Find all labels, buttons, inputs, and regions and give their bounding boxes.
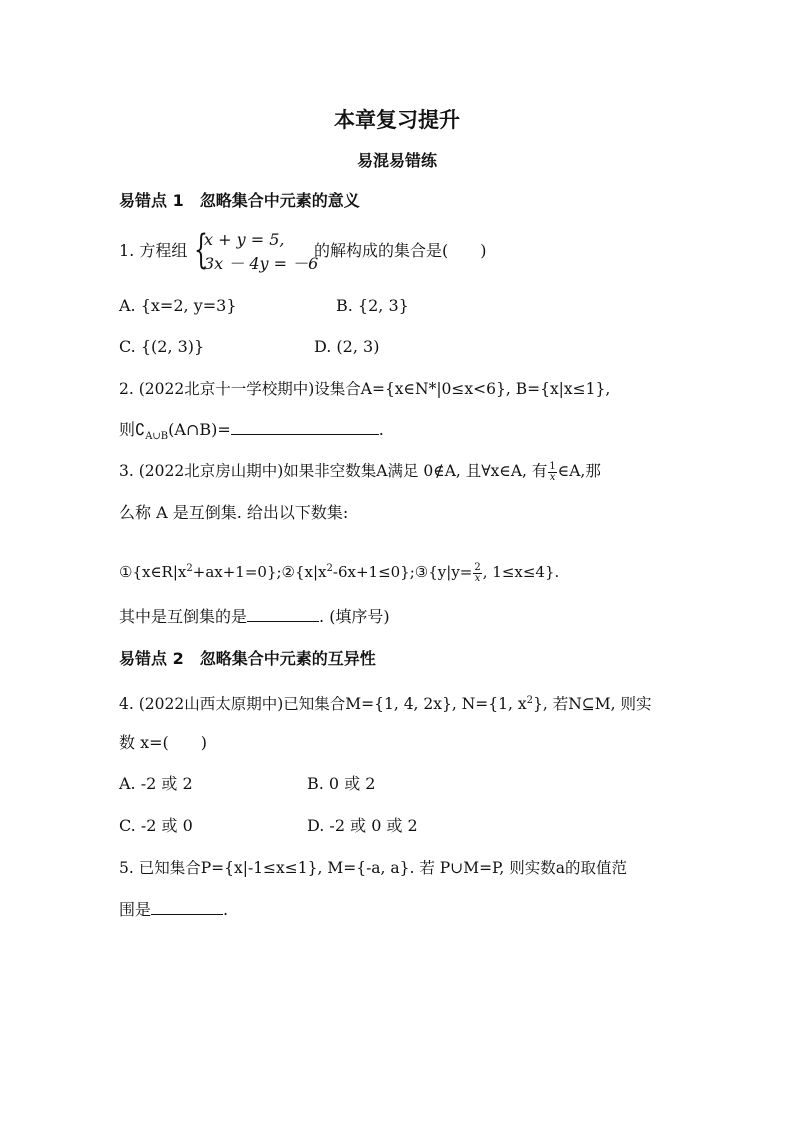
frac-numerator: 1 — [549, 460, 556, 472]
q1-option-b: B. {2, 3} — [336, 296, 409, 315]
q2-complement-subscript: A∪B — [145, 431, 169, 443]
q5-answer-blank — [151, 899, 223, 915]
q1-prefix: 1. 方程组 — [119, 241, 188, 260]
page-subtitle: 易混易错练 — [356, 151, 437, 170]
q4-line-2: 数 x=( ) — [119, 733, 208, 752]
frac-denominator: x — [549, 471, 556, 483]
q3-line-1 — [119, 460, 601, 483]
q3-hint: . (填序号) — [319, 607, 390, 626]
equation-system — [194, 227, 319, 273]
q1-option-a: A. {x=2, y=3} — [119, 296, 237, 315]
q1-option-c: C. {(2, 3)} — [119, 337, 205, 356]
q4-exponent: 2 — [526, 695, 533, 706]
frac-numerator: 2 — [474, 561, 481, 573]
q3-prompt: 其中是互倒集的是 — [119, 607, 248, 626]
q5-line-1: 5. 已知集合P={x|-1≤x≤1}, M={-a, a}. 若 P∪M=P, 则实数a的取值范 — [119, 859, 627, 877]
q3-text-b: ∈A,那 — [557, 462, 601, 480]
q2-answer-blank — [231, 419, 379, 435]
q3-line-2: 么称 A 是互倒集. 给出以下数集: — [119, 503, 349, 522]
q1-option-d: D. (2, 3) — [314, 337, 380, 356]
q5-period: . — [223, 900, 229, 919]
q4-option-c: C. -2 或 0 — [119, 816, 193, 835]
q3-text-a: 3. (2022北京房山期中)如果非空数集A满足 0∉A, 且∀x∈A, 有 — [119, 462, 548, 480]
q3-answer-blank — [247, 606, 319, 622]
q1-suffix: 的解构成的集合是( ) — [314, 241, 487, 260]
q3-line-4 — [119, 606, 390, 628]
left-brace-icon: { — [194, 227, 208, 273]
q2-line-1: 2. (2022北京十一学校期中)设集合A={x∈N*|0≤x<6}, B={x|x≤1}, — [119, 380, 611, 398]
equation-2: 3x － 4y = －6 — [204, 254, 319, 273]
q5-prompt: 围是 — [119, 900, 152, 919]
q4-text-b: }, 若N⊆M, 则实 — [532, 695, 652, 714]
q3-set-3: ③{y|y= — [414, 563, 473, 581]
section-heading-1: 易错点 1 忽略集合中元素的意义 — [119, 191, 360, 210]
q2-line-2 — [119, 419, 384, 448]
q3-fraction-1 — [548, 462, 556, 483]
q2-period: . — [378, 420, 384, 439]
q5-line-2 — [119, 899, 228, 921]
q3-sets-line — [119, 558, 559, 584]
q4-option-a: A. -2 或 2 — [119, 774, 193, 793]
q2-complement: 则∁ — [119, 420, 146, 439]
q4-option-d: D. -2 或 0 或 2 — [307, 816, 418, 835]
q3-set-2-exp: 2 — [326, 563, 333, 574]
frac-denominator: x — [474, 572, 481, 584]
q3-fraction-2 — [473, 563, 481, 584]
q3-set-1-rest: +ax+1=0}; — [192, 563, 282, 581]
q4-text-a: 4. (2022山西太原期中)已知集合M={1, 4, 2x}, N={1, x — [119, 695, 527, 714]
q4-line-1 — [119, 690, 651, 715]
q3-set-1-exp: 2 — [186, 563, 193, 574]
q3-set-3-rest: , 1≤x≤4}. — [482, 563, 560, 581]
q3-set-2: ②{x|x — [281, 563, 327, 581]
section-heading-2: 易错点 2 忽略集合中元素的互异性 — [119, 649, 376, 668]
q3-set-1: ①{x∈R|x — [119, 563, 187, 581]
q4-option-b: B. 0 或 2 — [307, 774, 376, 793]
equation-1: x + y = 5, — [204, 230, 285, 249]
q2-expression: (A∩B)= — [168, 420, 231, 439]
q3-set-2-rest: -6x+1≤0}; — [332, 563, 415, 581]
page-title: 本章复习提升 — [334, 108, 460, 132]
